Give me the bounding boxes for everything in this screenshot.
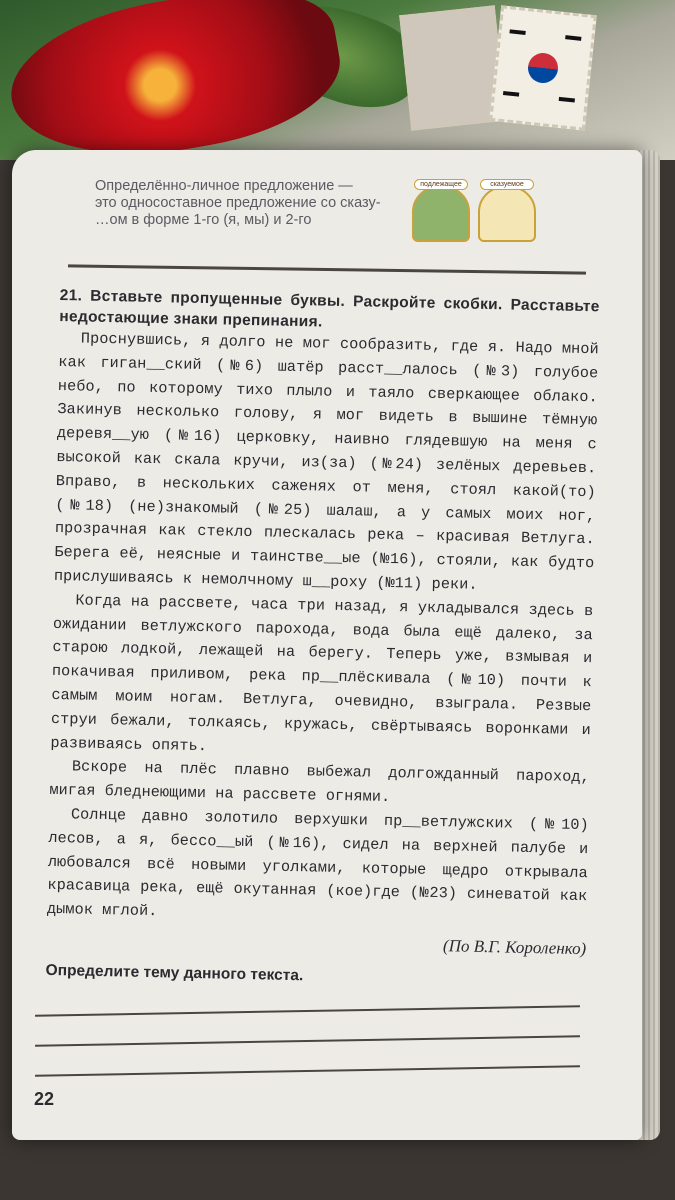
exercise-task: 21. Вставьте пропущенные буквы. Раскройте скобки. Расставьте недостающие знаки препинания. [59, 286, 600, 331]
exercise-paragraph-2: Когда на рассвете, часа три назад, я укладывался здесь в ожидании ветлужского парохода, вода была ещё далеко, за старою лодкой, лежащей на берегу. Теперь уже, взмывая и покачивая приливом, река пр__плёскивала (№10) почти к самым моим ногам. Ветлуга, очевидно, взыграла. Резвые струи бежали, толкаясь, кружась, свёртываясь воронками и развиваясь опять. [50, 591, 594, 755]
grammar-badges [412, 178, 542, 240]
theory-line-1: Определённо-личное предложение — [95, 178, 353, 194]
theory-line-2: это односоставное предложение со сказу- [95, 195, 381, 211]
theory-box [95, 178, 415, 229]
exercise-question: Определите тему данного текста. [45, 961, 304, 985]
predicate-badge-icon: сказуемое [478, 186, 536, 242]
exercise-paragraph-1: Проснувшись, я долго не мог сообразить, где я. Надо мной как гиган__ский (№6) шатёр расст__лалось (№3) голубое небо, по которому тихо плыло и таяло сверкающее облако. Закинув несколько голову, я мог видеть в вышине тёмную деревя__ую (№16) церковку, наивно глядевшую на меня с высокой как скала кручи, из(за) (№24) зелёных деревьев. Вправо, в нескольких саженях от меня, стоял какой(то) (№18) (не)знакомый (№25) шалаш, а у самых моих ног, прозрачная как стекло плескалась река – красивая Ветлуга. Берега её, неясные и таинстве__ые (№16), стояли, как будто прислушиваясь к немолчному ш__роху (№11) реки. [53, 329, 599, 594]
author-citation: (По В.Г. Короленко) [442, 936, 587, 959]
exercise-paragraph-4: Солнце давно золотило верхушки пр__ветлужских (№10) лесов, а я, бессо__ый (№16), сидел на верхней палубе и любовался всё новыми уголками, которые щедро открывала красавица река, ещё окутанная (кое)где (№23) синеватой как дымок мглой. [46, 805, 589, 921]
exercise-block [45, 285, 599, 991]
exercise-paragraph-3: Вскоре на плёс плавно выбежал долгожданный пароход, мигая бледнеющими на рассвете огнями. [49, 757, 590, 807]
page-number: 22 [34, 1089, 55, 1109]
subject-badge-icon: подлежащее [412, 186, 470, 242]
theory-line-3: …ом в форме 1-го (я, мы) и 2-го [95, 212, 312, 228]
taegeuk-icon [527, 52, 560, 85]
korean-flag-stamp [489, 5, 597, 130]
